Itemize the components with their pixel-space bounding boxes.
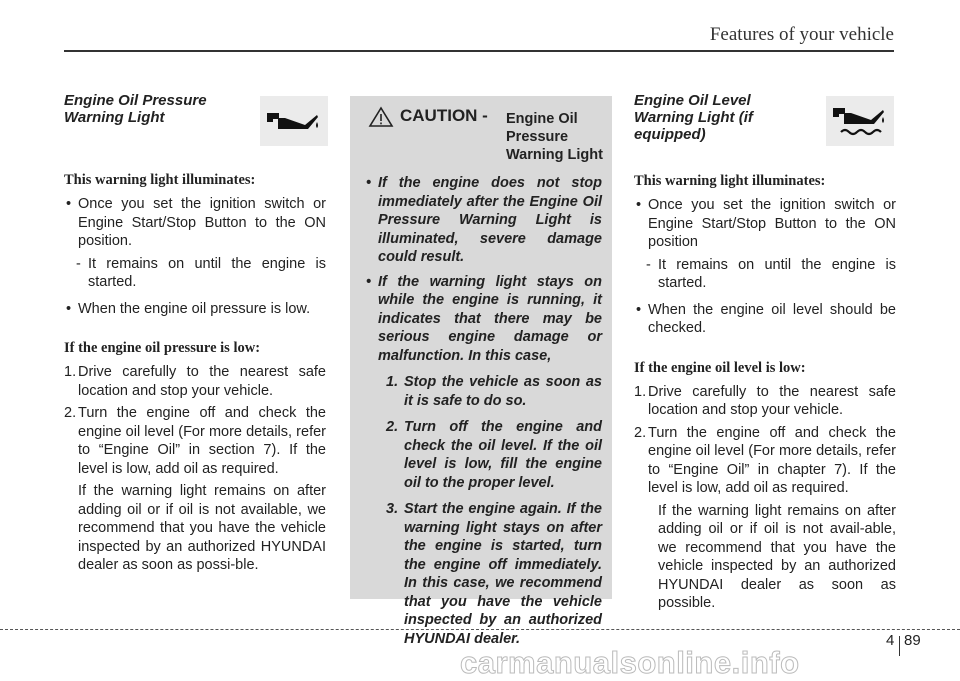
caution-step-text: Stop the vehicle as soon as it is safe to do so. [404, 374, 602, 409]
list-item: • Once you set the ignition switch or Engine Start/Stop Button to the ON position [634, 196, 896, 252]
caution-bullet: • If the warning light stays on while the engine is running, it indicates that there may be serious engine damage or malfunction. In this case, [366, 273, 602, 366]
step-item: 2. Turn the engine off and check the engine oil level (For more details, refer to “Engine Oil” in section 7). If the level is low, add oil as required. [64, 405, 326, 477]
warning-triangle-icon [368, 106, 394, 133]
caution-topic: Engine Oil Pressure Warning Light [506, 111, 603, 163]
step-note: If the warning light remains on after adding oil or if oil is not avail-able, we recommend that you have the vehicle inspected by an authorized HYUNDAI dealer as soon as possible. [658, 502, 896, 611]
caution-box [350, 96, 612, 647]
sub-note: - It remains on until the engine is started. [646, 256, 896, 291]
footer-rule [0, 629, 960, 630]
caution-step: 3. Start the engine again. If the warning light stays on after the engine is started, turn the engine off immediately. In this case, we recommend that you have the vehicle inspected by an authorized HYUNDAI dealer. [386, 501, 602, 647]
step-item: 1. Drive carefully to the nearest safe location and stop your vehicle. [64, 364, 326, 399]
caution-step: 2. Turn off the engine and check the oil level. If the oil level is low, fill the engine oil to the proper level. [386, 419, 602, 491]
oil-pressure-low-heading: If the engine oil pressure is low: [64, 340, 261, 356]
oil-level-illuminates-heading: This warning light illuminates: [634, 173, 826, 189]
list-item: • Once you set the ignition switch or Engine Start/Stop Button to the ON position. [64, 195, 326, 251]
running-header-title: Features of your vehicle [709, 24, 894, 45]
list-item: • When the engine oil pressure is low. [64, 300, 326, 319]
step-item: 2. Turn the engine off and check the engine oil level (For more details, refer to “Engine Oil” in chapter 7). If the level is low, add oil as required. [634, 424, 896, 496]
oil-level-title: Engine Oil Level Warning Light (if equipped) [634, 92, 753, 143]
caution-step-text: Start the engine again. If the warning light stays on after the engine is started, turn the engine off immediately. In this case, we recommend that you have the vehicle inspected by an authorized HYUNDAI dealer. [404, 501, 602, 647]
caution-step: 1. Stop the vehicle as soon as it is safe to do so. [386, 374, 602, 409]
header-rule [64, 50, 894, 52]
oil-level-section [634, 92, 896, 613]
page-number: 89 [904, 632, 921, 649]
caution-bullet: • If the engine does not stop immediately after the Engine Oil Pressure Warning Light is illuminated, severe damage could result. [366, 174, 602, 267]
list-item: • When the engine oil level should be checked. [634, 301, 896, 338]
step-text: Drive carefully to the nearest safe location and stop your vehicle. [648, 383, 896, 418]
oil-pressure-section [64, 92, 326, 575]
step-text: Turn the engine off and check the engine oil level (For more details, refer to “Engine Oil” in section 7). If the level is low, add oil as required. [78, 405, 326, 477]
oil-pressure-illuminates-heading: This warning light illuminates: [64, 172, 256, 188]
watermark: carmanualsonline.info [460, 645, 800, 680]
step-text: Turn the engine off and check the engine oil level (For more details, refer to “Engine Oil” in chapter 7). If the level is low, add oil as required. [648, 424, 896, 496]
step-text: Drive carefully to the nearest safe location and stop your vehicle. [78, 364, 326, 399]
sub-note-text: It remains on until the engine is started. [88, 255, 326, 290]
oil-pressure-title: Engine Oil Pressure Warning Light [64, 92, 207, 126]
caution-label: CAUTION - [400, 106, 488, 125]
step-note: If the warning light remains on after adding oil or if oil is not available, we recommend that you have the vehicle inspected by an authorized HYUNDAI dealer as soon as possi-ble. [78, 483, 326, 573]
caution-header [366, 106, 602, 168]
step-item: 1. Drive carefully to the nearest safe location and stop your vehicle. [634, 383, 896, 418]
chapter-number: 4 [886, 632, 895, 649]
sub-note: - It remains on until the engine is started. [76, 255, 326, 290]
oil-level-low-heading: If the engine oil level is low: [634, 359, 806, 376]
oil-level-icon [826, 96, 894, 146]
oil-can-icon [260, 96, 328, 146]
page-number-separator [899, 636, 900, 656]
caution-step-text: Turn off the engine and check the oil level. If the oil level is low, fill the engine oil to the proper level. [404, 419, 602, 491]
sub-note-text: It remains on until the engine is started. [658, 256, 896, 291]
